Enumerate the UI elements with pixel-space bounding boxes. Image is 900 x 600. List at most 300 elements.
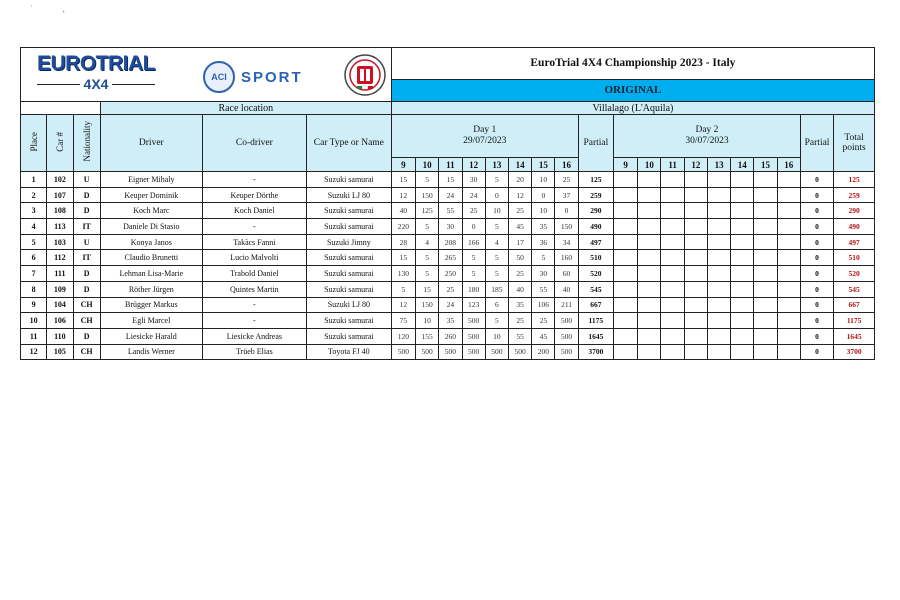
day2-partial-cell: 0 xyxy=(800,281,833,297)
day2-stage-score xyxy=(707,234,730,250)
day1-stage-score: 55 xyxy=(508,328,531,344)
day2-stage-score xyxy=(777,219,800,235)
place-cell: 11 xyxy=(21,328,47,344)
table-row xyxy=(21,219,875,235)
car-number-cell: 104 xyxy=(47,297,73,313)
day2-stage-score xyxy=(684,203,707,219)
day2-stage-score xyxy=(707,250,730,266)
day1-partial-cell: 1175 xyxy=(578,313,613,329)
day2-stage-score xyxy=(661,297,684,313)
day2-stage-score xyxy=(638,187,661,203)
table-row xyxy=(21,172,875,188)
place-cell: 6 xyxy=(21,250,47,266)
day2-stage-score xyxy=(707,172,730,188)
day1-stage-score: 25 xyxy=(508,313,531,329)
total-points-cell: 290 xyxy=(834,203,875,219)
car-number-cell: 107 xyxy=(47,187,73,203)
day2-stage-score xyxy=(777,234,800,250)
day2-stage-score xyxy=(684,281,707,297)
car-type-cell: Suzuki LJ 80 xyxy=(306,297,391,313)
day2-stage-score xyxy=(614,234,638,250)
day2-stage-score xyxy=(661,203,684,219)
car-type-cell: Suzuki samurai xyxy=(306,328,391,344)
day2-stage-score xyxy=(614,328,638,344)
day1-stage-score: 0 xyxy=(555,203,578,219)
day1-stage-score: 45 xyxy=(532,328,555,344)
day1-stage-score: 0 xyxy=(485,187,508,203)
eurotrial-word: EUROTRIAL xyxy=(37,52,155,75)
day2-stage-score xyxy=(731,250,754,266)
car-type-cell: Suzuki samurai xyxy=(306,203,391,219)
day2-partial-cell: 0 xyxy=(800,313,833,329)
stage-header: 9 xyxy=(614,158,638,172)
day1-stage-score: 10 xyxy=(532,203,555,219)
driver-cell: Claudio Brunetti xyxy=(100,250,202,266)
codriver-cell: Takàcs Fanni xyxy=(202,234,306,250)
driver-cell: Landis Werner xyxy=(100,344,202,360)
nationality-cell: CH xyxy=(73,297,100,313)
day2-partial-cell: 0 xyxy=(800,297,833,313)
day1-stage-score: 130 xyxy=(391,266,415,282)
day1-stage-score: 40 xyxy=(555,281,578,297)
day2-stage-score xyxy=(684,250,707,266)
eurotrial-logo xyxy=(37,53,155,92)
codriver-cell: - xyxy=(202,313,306,329)
day2-partial-cell: 0 xyxy=(800,172,833,188)
day2-stage-score xyxy=(638,234,661,250)
day1-stage-score: 180 xyxy=(462,281,485,297)
codriver-cell: - xyxy=(202,219,306,235)
table-row xyxy=(21,281,875,297)
day2-stage-score xyxy=(754,344,777,360)
day1-stage-score: 24 xyxy=(462,187,485,203)
day2-stage-score xyxy=(777,203,800,219)
stage-header: 11 xyxy=(661,158,684,172)
table-row xyxy=(21,203,875,219)
codriver-cell: Trüeb Elias xyxy=(202,344,306,360)
nationality-cell: D xyxy=(73,328,100,344)
day2-stage-score xyxy=(777,187,800,203)
logo-panel xyxy=(21,48,392,102)
day1-partial-cell: 510 xyxy=(578,250,613,266)
place-cell: 5 xyxy=(21,234,47,250)
place-cell: 9 xyxy=(21,297,47,313)
nationality-cell: D xyxy=(73,203,100,219)
car-type-cell: Toyota FJ 40 xyxy=(306,344,391,360)
codriver-cell: - xyxy=(202,172,306,188)
car-type-cell: Suzuki Jimny xyxy=(306,234,391,250)
day2-stage-score xyxy=(661,266,684,282)
day1-stage-score: 15 xyxy=(391,250,415,266)
day2-stage-score xyxy=(754,172,777,188)
day2-stage-score xyxy=(614,297,638,313)
day2-stage-score xyxy=(684,187,707,203)
driver-cell: Konya Janos xyxy=(100,234,202,250)
day2-stage-score xyxy=(684,297,707,313)
day2-stage-score xyxy=(754,313,777,329)
nationality-cell: U xyxy=(73,234,100,250)
day1-stage-score: 5 xyxy=(485,313,508,329)
day1-stage-score: 45 xyxy=(508,219,531,235)
day1-stage-score: 35 xyxy=(439,313,462,329)
driver-cell: Eigner Mihaly xyxy=(100,172,202,188)
car-number-cell: 112 xyxy=(47,250,73,266)
day1-stage-score: 500 xyxy=(462,344,485,360)
stage-header: 10 xyxy=(638,158,661,172)
driver-cell: Brügger Markus xyxy=(100,297,202,313)
nationality-cell: IT xyxy=(73,250,100,266)
stage-header: 15 xyxy=(754,158,777,172)
day1-stage-score: 185 xyxy=(485,281,508,297)
day1-stage-score: 5 xyxy=(416,266,439,282)
category-band: ORIGINAL xyxy=(391,79,874,101)
day1-stage-score: 5 xyxy=(462,250,485,266)
day1-stage-score: 265 xyxy=(439,250,462,266)
day2-stage-score xyxy=(614,250,638,266)
day2-stage-score xyxy=(661,219,684,235)
day1-stage-score: 35 xyxy=(532,219,555,235)
day2-stage-score xyxy=(731,187,754,203)
stage-header: 13 xyxy=(707,158,730,172)
day2-stage-score xyxy=(707,203,730,219)
day1-stage-score: 6 xyxy=(485,297,508,313)
day1-partial-cell: 520 xyxy=(578,266,613,282)
day1-stage-score: 260 xyxy=(439,328,462,344)
day1-stage-score: 12 xyxy=(508,187,531,203)
codriver-cell: Lucio Malvolti xyxy=(202,250,306,266)
day2-stage-score xyxy=(638,172,661,188)
nationality-cell: CH xyxy=(73,344,100,360)
day1-stage-score: 5 xyxy=(391,281,415,297)
place-cell: 10 xyxy=(21,313,47,329)
day1-stage-score: 106 xyxy=(532,297,555,313)
car-type-cell: Suzuki samurai xyxy=(306,219,391,235)
day1-partial-cell: 545 xyxy=(578,281,613,297)
day1-partial-cell: 490 xyxy=(578,219,613,235)
day2-stage-score xyxy=(707,297,730,313)
car-type-cell: Suzuki samurai xyxy=(306,250,391,266)
day1-stage-score: 166 xyxy=(462,234,485,250)
day2-stage-score xyxy=(707,313,730,329)
nationality-cell: CH xyxy=(73,313,100,329)
day1-stage-score: 12 xyxy=(391,297,415,313)
race-location-label: Race location xyxy=(100,102,391,115)
day1-stage-score: 500 xyxy=(555,328,578,344)
day1-stage-score: 500 xyxy=(485,344,508,360)
day2-stage-score xyxy=(661,313,684,329)
day1-stage-score: 34 xyxy=(555,234,578,250)
day2-stage-score xyxy=(638,203,661,219)
day1-stage-score: 15 xyxy=(416,281,439,297)
place-cell: 12 xyxy=(21,344,47,360)
day1-stage-score: 36 xyxy=(532,234,555,250)
day2-stage-score xyxy=(638,219,661,235)
total-points-cell: 545 xyxy=(834,281,875,297)
day1-stage-score: 40 xyxy=(391,203,415,219)
col-codriver: Co-driver xyxy=(202,115,306,172)
day2-stage-score xyxy=(661,250,684,266)
day1-stage-score: 500 xyxy=(462,313,485,329)
table-row xyxy=(21,234,875,250)
day1-stage-score: 4 xyxy=(416,234,439,250)
stage-header: 15 xyxy=(532,158,555,172)
day2-stage-score xyxy=(684,172,707,188)
championship-title: EuroTrial 4X4 Championship 2023 - Italy xyxy=(391,48,874,80)
day1-stage-score: 211 xyxy=(555,297,578,313)
place-cell: 2 xyxy=(21,187,47,203)
day2-stage-score xyxy=(754,281,777,297)
aci-sport-text: SPORT xyxy=(241,68,303,86)
total-points-cell: 520 xyxy=(834,266,875,282)
total-points-cell: 1175 xyxy=(834,313,875,329)
day2-partial-cell: 0 xyxy=(800,187,833,203)
total-points-cell: 125 xyxy=(834,172,875,188)
day2-header: Day 2 30/07/2023 xyxy=(614,115,801,158)
day1-partial-cell: 3700 xyxy=(578,344,613,360)
total-points-cell: 490 xyxy=(834,219,875,235)
driver-cell: Liesicke Harald xyxy=(100,328,202,344)
place-cell: 8 xyxy=(21,281,47,297)
day1-stage-score: 5 xyxy=(485,266,508,282)
day2-stage-score xyxy=(614,172,638,188)
day2-stage-score xyxy=(731,313,754,329)
col-place: Place xyxy=(21,115,47,172)
day1-stage-score: 25 xyxy=(462,203,485,219)
day1-stage-score: 25 xyxy=(555,172,578,188)
day2-partial-cell: 0 xyxy=(800,328,833,344)
place-cell: 4 xyxy=(21,219,47,235)
nationality-cell: D xyxy=(73,281,100,297)
day1-stage-score: 150 xyxy=(416,187,439,203)
day1-stage-score: 5 xyxy=(485,250,508,266)
day2-stage-score xyxy=(661,344,684,360)
day1-stage-score: 0 xyxy=(462,219,485,235)
day2-stage-score xyxy=(684,344,707,360)
col-partial-day2: Partial xyxy=(800,115,833,172)
day1-stage-score: 30 xyxy=(532,266,555,282)
driver-cell: Egli Marcel xyxy=(100,313,202,329)
day2-stage-score xyxy=(777,250,800,266)
stage-header: 14 xyxy=(508,158,531,172)
table-row xyxy=(21,344,875,360)
day1-stage-score: 5 xyxy=(485,172,508,188)
day1-stage-score: 500 xyxy=(391,344,415,360)
day2-stage-score xyxy=(707,266,730,282)
day2-stage-score xyxy=(754,234,777,250)
day1-stage-score: 500 xyxy=(555,313,578,329)
day1-stage-score: 55 xyxy=(532,281,555,297)
day2-stage-score xyxy=(614,187,638,203)
federation-seal-icon xyxy=(343,53,387,97)
day2-stage-score xyxy=(777,266,800,282)
day2-stage-score xyxy=(614,203,638,219)
day1-stage-score: 35 xyxy=(508,297,531,313)
day2-stage-score xyxy=(638,328,661,344)
day2-stage-score xyxy=(731,328,754,344)
day2-stage-score xyxy=(661,172,684,188)
day2-partial-cell: 0 xyxy=(800,203,833,219)
day1-stage-score: 15 xyxy=(391,172,415,188)
stage-header: 14 xyxy=(731,158,754,172)
day1-stage-score: 25 xyxy=(532,313,555,329)
day1-stage-score: 500 xyxy=(439,344,462,360)
total-points-cell: 1645 xyxy=(834,328,875,344)
table-row xyxy=(21,187,875,203)
day2-stage-score xyxy=(777,328,800,344)
total-points-cell: 497 xyxy=(834,234,875,250)
car-type-cell: Suzuki LJ 80 xyxy=(306,187,391,203)
day1-stage-score: 5 xyxy=(532,250,555,266)
day2-stage-score xyxy=(638,297,661,313)
stage-header: 10 xyxy=(416,158,439,172)
driver-cell: Koch Marc xyxy=(100,203,202,219)
car-number-cell: 105 xyxy=(47,344,73,360)
codriver-cell: Keuper Dörthe xyxy=(202,187,306,203)
aci-sport-logo xyxy=(203,61,303,93)
day1-partial-cell: 290 xyxy=(578,203,613,219)
nationality-cell: IT xyxy=(73,219,100,235)
day2-stage-score xyxy=(777,281,800,297)
location-spacer xyxy=(21,102,101,115)
day1-stage-score: 0 xyxy=(532,187,555,203)
day1-stage-score: 500 xyxy=(416,344,439,360)
day2-stage-score xyxy=(661,281,684,297)
day1-stage-score: 12 xyxy=(391,187,415,203)
codriver-cell: Quintes Martin xyxy=(202,281,306,297)
eurotrial-4x4: 4X4 xyxy=(83,76,109,92)
total-points-cell: 510 xyxy=(834,250,875,266)
codriver-cell: Liesicke Andreas xyxy=(202,328,306,344)
day1-stage-score: 5 xyxy=(416,219,439,235)
day2-stage-score xyxy=(754,187,777,203)
day1-stage-score: 15 xyxy=(439,172,462,188)
stage-header: 16 xyxy=(555,158,578,172)
col-total-points: Total points xyxy=(834,115,875,172)
day2-stage-score xyxy=(638,344,661,360)
day2-partial-cell: 0 xyxy=(800,250,833,266)
day1-stage-score: 40 xyxy=(508,281,531,297)
day1-stage-score: 50 xyxy=(508,250,531,266)
day1-stage-score: 24 xyxy=(439,297,462,313)
day1-stage-score: 5 xyxy=(416,172,439,188)
day2-stage-score xyxy=(777,297,800,313)
day2-partial-cell: 0 xyxy=(800,219,833,235)
day2-stage-score xyxy=(614,219,638,235)
day1-stage-score: 24 xyxy=(439,187,462,203)
day1-partial-cell: 125 xyxy=(578,172,613,188)
day2-stage-score xyxy=(731,219,754,235)
day1-stage-score: 500 xyxy=(508,344,531,360)
stage-header: 11 xyxy=(439,158,462,172)
day1-stage-score: 25 xyxy=(439,281,462,297)
day2-stage-score xyxy=(638,250,661,266)
day2-partial-cell: 0 xyxy=(800,266,833,282)
nationality-cell: D xyxy=(73,266,100,282)
day1-stage-score: 123 xyxy=(462,297,485,313)
col-car-type: Car Type or Name xyxy=(306,115,391,172)
day1-stage-score: 500 xyxy=(462,328,485,344)
place-cell: 1 xyxy=(21,172,47,188)
day1-stage-score: 30 xyxy=(439,219,462,235)
day2-stage-score xyxy=(754,266,777,282)
car-number-cell: 102 xyxy=(47,172,73,188)
day1-stage-score: 10 xyxy=(485,203,508,219)
day2-stage-score xyxy=(731,266,754,282)
day1-stage-score: 37 xyxy=(555,187,578,203)
table-row xyxy=(21,313,875,329)
day1-stage-score: 55 xyxy=(439,203,462,219)
day1-header: Day 1 29/07/2023 xyxy=(391,115,578,158)
day2-stage-score xyxy=(777,172,800,188)
codriver-cell: - xyxy=(202,297,306,313)
col-car-number: Car # xyxy=(47,115,73,172)
day2-stage-score xyxy=(638,281,661,297)
day2-stage-score xyxy=(754,250,777,266)
day2-stage-score xyxy=(614,313,638,329)
day1-stage-score: 160 xyxy=(555,250,578,266)
day2-stage-score xyxy=(707,281,730,297)
day1-stage-score: 10 xyxy=(532,172,555,188)
day1-stage-score: 250 xyxy=(439,266,462,282)
results-body xyxy=(21,172,875,360)
day2-stage-score xyxy=(684,219,707,235)
day1-partial-cell: 497 xyxy=(578,234,613,250)
stage-header: 9 xyxy=(391,158,415,172)
day1-stage-score: 120 xyxy=(391,328,415,344)
day1-stage-score: 25 xyxy=(508,266,531,282)
car-number-cell: 109 xyxy=(47,281,73,297)
day2-stage-score xyxy=(684,313,707,329)
day2-stage-score xyxy=(754,328,777,344)
table-row xyxy=(21,297,875,313)
day1-stage-score: 5 xyxy=(416,250,439,266)
car-number-cell: 108 xyxy=(47,203,73,219)
day2-stage-score xyxy=(614,344,638,360)
day2-stage-score xyxy=(684,234,707,250)
day1-stage-score: 10 xyxy=(416,313,439,329)
day2-stage-score xyxy=(707,328,730,344)
day2-stage-score xyxy=(731,172,754,188)
day1-stage-score: 10 xyxy=(485,328,508,344)
day1-stage-score: 155 xyxy=(416,328,439,344)
day1-stage-score: 30 xyxy=(462,172,485,188)
day1-stage-score: 75 xyxy=(391,313,415,329)
day1-stage-score: 60 xyxy=(555,266,578,282)
day1-stage-score: 5 xyxy=(485,219,508,235)
day2-stage-score xyxy=(777,313,800,329)
day1-partial-cell: 1645 xyxy=(578,328,613,344)
race-location-value: Villalago (L'Aquila) xyxy=(391,102,874,115)
codriver-cell: Trabold Daniel xyxy=(202,266,306,282)
day2-stage-score xyxy=(731,234,754,250)
day2-stage-score xyxy=(661,234,684,250)
day1-stage-score: 500 xyxy=(555,344,578,360)
day1-stage-score: 150 xyxy=(555,219,578,235)
car-type-cell: Suzuki samurai xyxy=(306,172,391,188)
day2-stage-score xyxy=(731,297,754,313)
day1-stage-score: 5 xyxy=(462,266,485,282)
col-driver: Driver xyxy=(100,115,202,172)
day2-stage-score xyxy=(754,219,777,235)
driver-cell: Keuper Dominik xyxy=(100,187,202,203)
total-points-cell: 667 xyxy=(834,297,875,313)
table-row xyxy=(21,250,875,266)
day1-stage-score: 20 xyxy=(508,172,531,188)
day2-stage-score xyxy=(638,266,661,282)
scan-marks: ˙ ˛ xyxy=(30,4,80,13)
stage-header: 13 xyxy=(485,158,508,172)
day2-stage-score xyxy=(684,266,707,282)
